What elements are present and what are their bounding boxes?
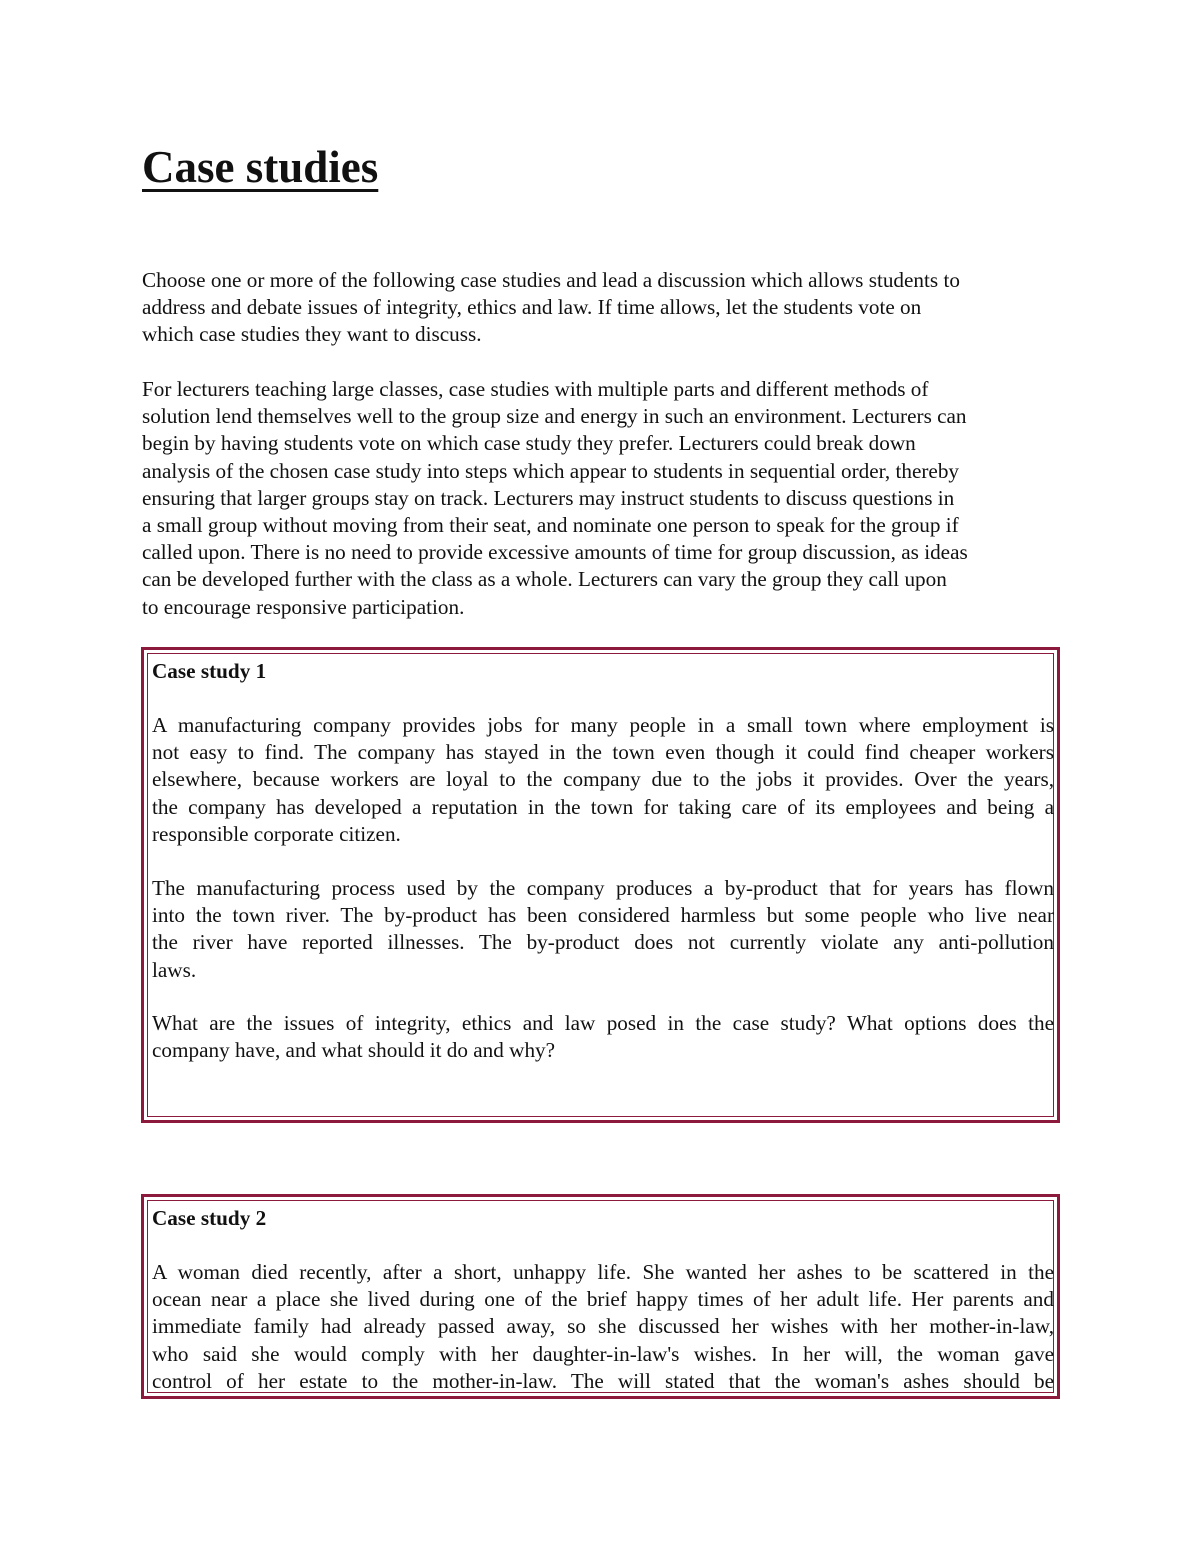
case-study-paragraph [152, 712, 1054, 848]
text-line: responsible corporate citizen. [152, 821, 401, 846]
text-line: laws. [152, 957, 197, 982]
text-line: into the town river. The by-product has been considered harmless but some people who live near [152, 903, 1054, 928]
case-study-1-box [141, 647, 1060, 1123]
text-line: elsewhere, because workers are loyal to the company due to the jobs it provides. Over the years, [152, 767, 1054, 792]
text-line: solution lend themselves well to the group size and energy in such an environment. Lecturers can [142, 404, 967, 429]
text-line: who said she would comply with her daughter-in-law's wishes. In her will, the woman gave [152, 1341, 1054, 1366]
text-line: For lecturers teaching large classes, case studies with multiple parts and different methods of [142, 377, 929, 401]
text-line: ocean near a place she lived during one of the brief happy times of her adult life. Her parents and [152, 1287, 1054, 1312]
case-study-paragraph [152, 875, 1054, 984]
text-line: company have, and what should it do and why? [152, 1038, 556, 1063]
text-line: ensuring that larger groups stay on track. Lecturers may instruct students to discuss questions in [142, 485, 955, 510]
text-line: the company has developed a reputation in the town for taking care of its employees and being a [152, 794, 1054, 819]
text-line: A manufacturing company provides jobs for many people in a small town where employment is [152, 713, 1054, 737]
text-line: immediate family had already passed away, so she discussed her wishes with her mother-in-law, [152, 1314, 1054, 1339]
text-line: What are the issues of integrity, ethics and law posed in the case study? What options does the [152, 1011, 1054, 1035]
text-line: can be developed further with the class as a whole. Lecturers can vary the group they call upon [142, 567, 947, 592]
case-study-question [152, 1010, 1054, 1064]
text-line: The manufacturing process used by the company produces a by-product that for years has flown [152, 876, 1054, 900]
page-title: Case studies [142, 142, 379, 192]
intro-paragraph-2 [142, 376, 1062, 621]
intro-paragraph-1 [142, 267, 1062, 349]
case-study-heading: Case study 1 [152, 659, 267, 683]
case-study-heading: Case study 2 [152, 1206, 267, 1230]
text-line: address and debate issues of integrity, ethics and law. If time allows, let the students vote on [142, 295, 922, 320]
text-line: which case studies they want to discuss. [142, 322, 482, 347]
case-study-paragraph [152, 1259, 1054, 1395]
case-study-2-box [141, 1194, 1060, 1399]
text-line: a small group without moving from their seat, and nominate one person to speak for the group if [142, 513, 959, 538]
text-line: not easy to find. The company has stayed in the town even though it could find cheaper workers [152, 740, 1054, 765]
text-line: to encourage responsive participation. [142, 594, 465, 619]
text-line: begin by having students vote on which case study they prefer. Lecturers could break down [142, 431, 916, 456]
text-line: control of her estate to the mother-in-law. The will stated that the woman's ashes should be [152, 1368, 1054, 1393]
text-line: A woman died recently, after a short, unhappy life. She wanted her ashes to be scattered in the [152, 1260, 1054, 1284]
text-line: the river have reported illnesses. The by-product does not currently violate any anti-pollution [152, 930, 1054, 955]
text-line: analysis of the chosen case study into steps which appear to students in sequential order, thereby [142, 458, 960, 483]
text-line: Choose one or more of the following case studies and lead a discussion which allows students to [142, 268, 960, 292]
text-line: called upon. There is no need to provide excessive amounts of time for group discussion, as ideas [142, 540, 968, 565]
